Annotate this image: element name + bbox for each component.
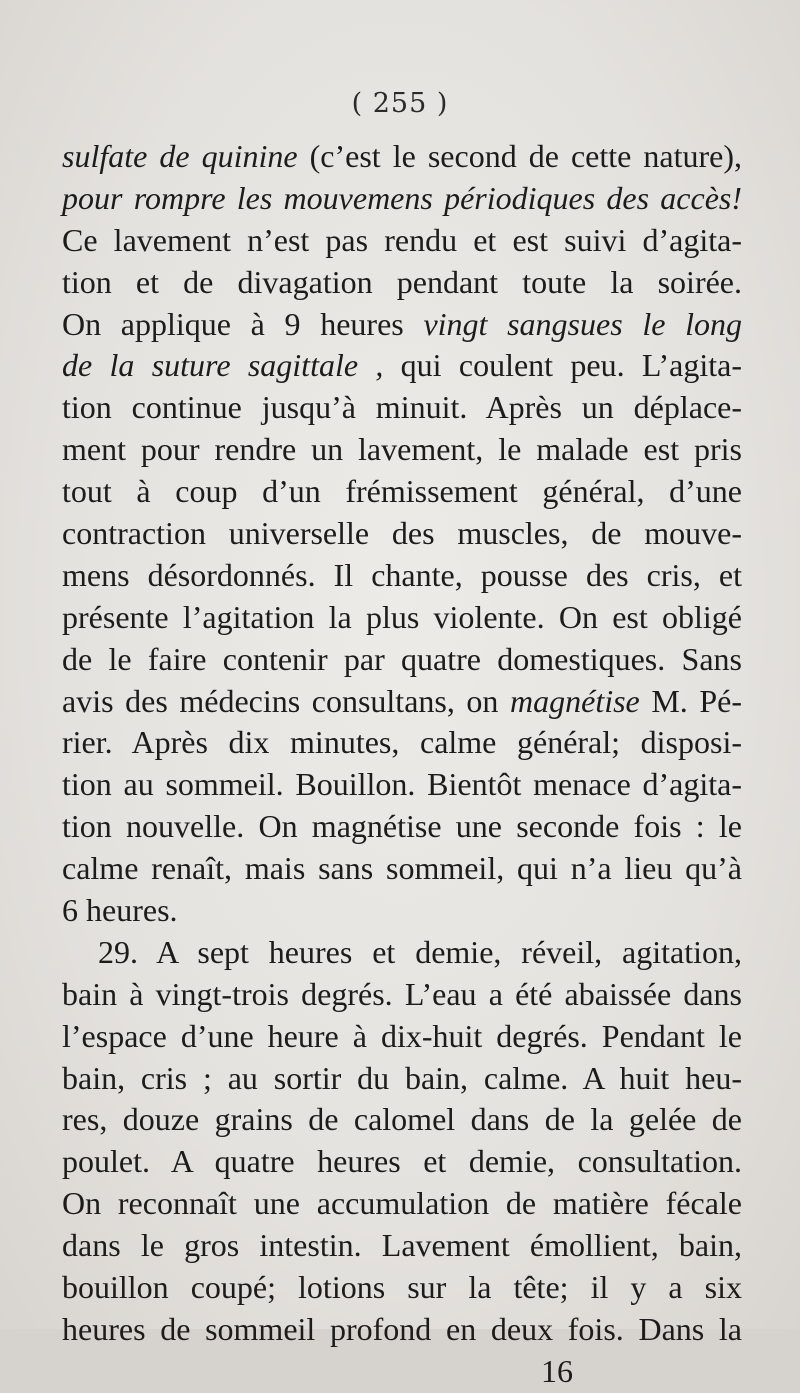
text-line [62,429,742,471]
text-line [62,471,742,513]
text-line [62,639,742,681]
text-line [62,1183,742,1225]
text-run: tout à coup d’un frémissement général, d’une [62,473,742,510]
text-line [62,1058,742,1100]
text-line [62,681,742,723]
signature-mark-text: 16 [541,1352,573,1389]
text-line [62,1309,742,1351]
text-run: qui coulent peu. L’agita- [383,347,743,384]
text-line [62,597,742,639]
text-run: 6 heures. [62,892,178,929]
text-run: bouillon coupé; lotions sur la tête; il y a six [62,1269,742,1306]
text-line [62,890,742,932]
signature-mark [62,1351,742,1393]
text-line [62,722,742,764]
text-line [62,178,742,220]
text-run: présente l’agitation la plus violente. On est obligé [62,598,742,635]
body-text [62,136,742,1393]
text-line [62,974,742,1016]
text-run: res, douze grains de calomel dans de la gelée de [62,1101,742,1138]
text-run: tion et de divagation pendant toute la soirée. [62,263,742,300]
text-run: l’espace d’une heure à dix-huit degrés. Pendant le [62,1017,742,1054]
text-run: Ce lavement n’est pas rendu et est suivi d’agita- [62,221,742,258]
text-line [62,848,742,890]
text-run: ment pour rendre un lavement, le malade est pris [62,431,742,468]
text-run: calme renaît, mais sans sommeil, qui n’a lieu qu’à [62,850,742,887]
text-line [62,1016,742,1058]
text-run: poulet. A quatre heures et demie, consultation. [62,1143,742,1180]
text-line [62,1225,742,1267]
text-run: (c’est le second de cette nature), [297,138,743,174]
text-run: tion au sommeil. Bouillon. Bientôt menace d’agita- [62,766,742,803]
text-run: 29. A sept heures et demie, réveil, agitation, [98,933,742,970]
text-run: de la suture sagittale , [62,347,384,384]
text-run: de le faire contenir par quatre domestiques. Sans [62,640,742,677]
text-run: On applique à 9 heures [62,305,424,342]
text-run: pour rompre les mouvemens périodiques des accès! [62,179,742,216]
text-run: bain à vingt-trois degrés. L’eau a été abaissée dans [62,975,742,1012]
text-run: vingt sangsues le long [423,305,743,342]
text-line [62,806,742,848]
text-line [62,555,742,597]
page-number: ( 255 ) [351,88,449,119]
text-run: tion continue jusqu’à minuit. Après un déplace- [62,389,742,426]
text-run: sulfate de quinine [62,138,298,174]
text-run: avis des médecins consultans, on [62,682,510,719]
text-run: dans le gros intestin. Lavement émollient, bain, [62,1227,742,1264]
text-run: On reconnaît une accumulation de matière fécale [62,1185,742,1222]
text-run: rier. Après dix minutes, calme général; disposi- [62,724,742,761]
text-run: mens désordonnés. Il chante, pousse des cris, et [62,556,742,593]
text-run: magnétise [510,682,640,719]
text-line [62,1099,742,1141]
text-line [62,262,742,304]
text-run: M. Pé- [639,682,743,719]
text-run: heures de sommeil profond en deux fois. Dans la [62,1310,742,1347]
text-line [62,220,742,262]
text-line [62,932,742,974]
text-line [62,1267,742,1309]
text-line [62,387,742,429]
text-run: bain, cris ; au sortir du bain, calme. A huit heu- [62,1059,742,1096]
text-run: contraction universelle des muscles, de mouve- [62,515,742,552]
text-line [62,304,742,346]
text-line [62,136,742,178]
text-line [62,513,742,555]
text-line [62,1141,742,1183]
text-run: tion nouvelle. On magnétise une seconde fois : le [62,808,742,845]
text-line [62,345,742,387]
text-line [62,764,742,806]
